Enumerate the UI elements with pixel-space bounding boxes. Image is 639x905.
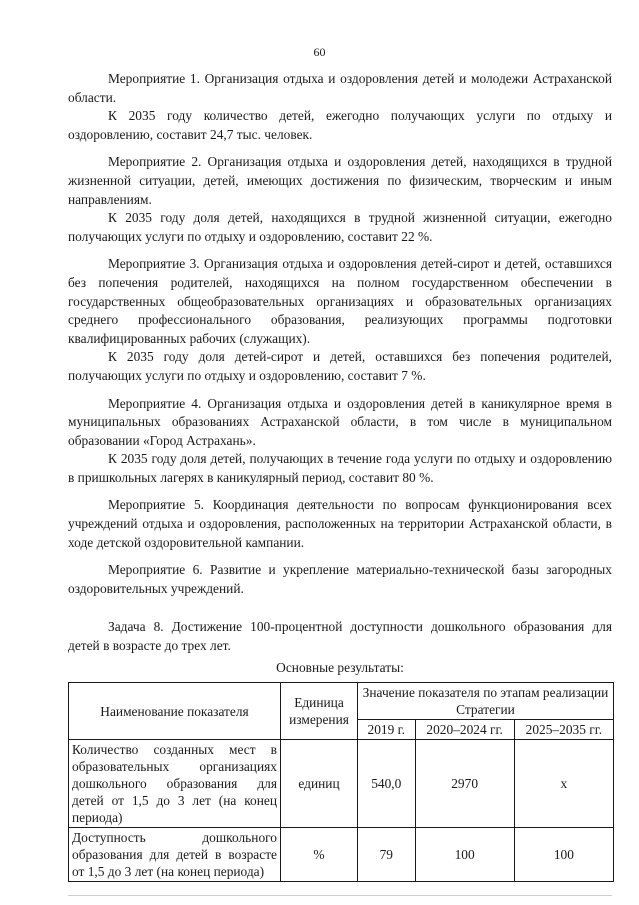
paragraph: К 2035 году доля детей, находящихся в трудной жизненной ситуации, ежегодно получающих услуги по отдыху и оздоровлению, составит 22 %. <box>68 210 612 244</box>
row-value-2020-2024: 2970 <box>415 740 514 828</box>
paragraphs <box>68 70 612 598</box>
paragraph: Мероприятие 4. Организация отдыха и оздоровления детей в каникулярное время в муниципальных образованиях Астраханской области, в том числе в муниципальном образовании «Город Астрахань». <box>68 395 612 448</box>
row-value-2019: 540,0 <box>358 740 416 828</box>
header-period-2019: 2019 г. <box>358 720 416 740</box>
paragraph: Мероприятие 5. Координация деятельности по вопросам функционирования всех учреждений отдыха и оздоровления, расположенных на территории Астраханской области, в ходе детской оздоровительной кампании. <box>68 497 612 550</box>
table-row <box>69 828 614 882</box>
header-period-2025-2035: 2025–2035 гг. <box>514 720 613 740</box>
paragraph: К 2035 году количество детей, ежегодно получающих услуги по отдыху и оздоровлению, составит 24,7 тыс. человек. <box>68 108 612 142</box>
header-unit: Единица измерения <box>281 683 358 740</box>
paragraph: Мероприятие 3. Организация отдыха и оздоровления детей-сирот и детей, оставшихся без попечения родителей, находящихся на полном государственном обеспечении в государственных общеобразовательных организациях и образовательных организациях среднего профессионального образования, реализующих программы подготовки квалифицированных рабочих (служащих). <box>68 256 612 346</box>
row-value-2025-2035: х <box>514 740 613 828</box>
paragraph: К 2035 году доля детей, получающих в течение года услуги по отдыху и оздоровлению в пришкольных лагерях в каникулярный период, составит 80 %. <box>68 451 612 485</box>
header-indicator-name: Наименование показателя <box>69 683 281 740</box>
page-bottom-rule <box>68 895 612 896</box>
paragraph: К 2035 году доля детей-сирот и детей, оставшихся без попечения родителей, получающих услуги по отдыху и оздоровлению, составит 7 %. <box>68 349 612 383</box>
row-value-2025-2035: 100 <box>514 828 613 882</box>
results-table <box>68 682 614 882</box>
results-caption: Основные результаты: <box>276 659 404 675</box>
paragraph: Мероприятие 6. Развитие и укрепление материально-технической базы загородных оздоровительных учреждений. <box>68 562 612 596</box>
row-value-2020-2024: 100 <box>415 828 514 882</box>
body-text <box>68 70 612 882</box>
paragraph: Мероприятие 2. Организация отдыха и оздоровления детей, находящихся в трудной жизненной ситуации, детей, имеющих достижения по физическим, творческим и иным направлениям. <box>68 154 612 207</box>
row-indicator-name: Доступность дошкольного образования для детей в возрасте от 1,5 до 3 лет (на конец периода) <box>69 828 281 882</box>
header-period-2020-2024: 2020–2024 гг. <box>415 720 514 740</box>
row-value-2019: 79 <box>358 828 416 882</box>
row-unit: % <box>281 828 358 882</box>
page-number: 60 <box>313 45 326 59</box>
task-heading: Задача 8. Достижение 100-процентной доступности дошкольного образования для детей в возрасте до трех лет. <box>68 619 612 654</box>
table-row <box>69 740 614 828</box>
row-indicator-name: Количество созданных мест в образовательных организациях дошкольного образования для детей от 1,5 до 3 лет (на конец периода) <box>69 740 281 828</box>
row-unit: единиц <box>281 740 358 828</box>
paragraph: Мероприятие 1. Организация отдыха и оздоровления детей и молодежи Астраханской области. <box>68 71 612 105</box>
header-stage-values: Значение показателя по этапам реализации Стратегии <box>358 683 614 720</box>
